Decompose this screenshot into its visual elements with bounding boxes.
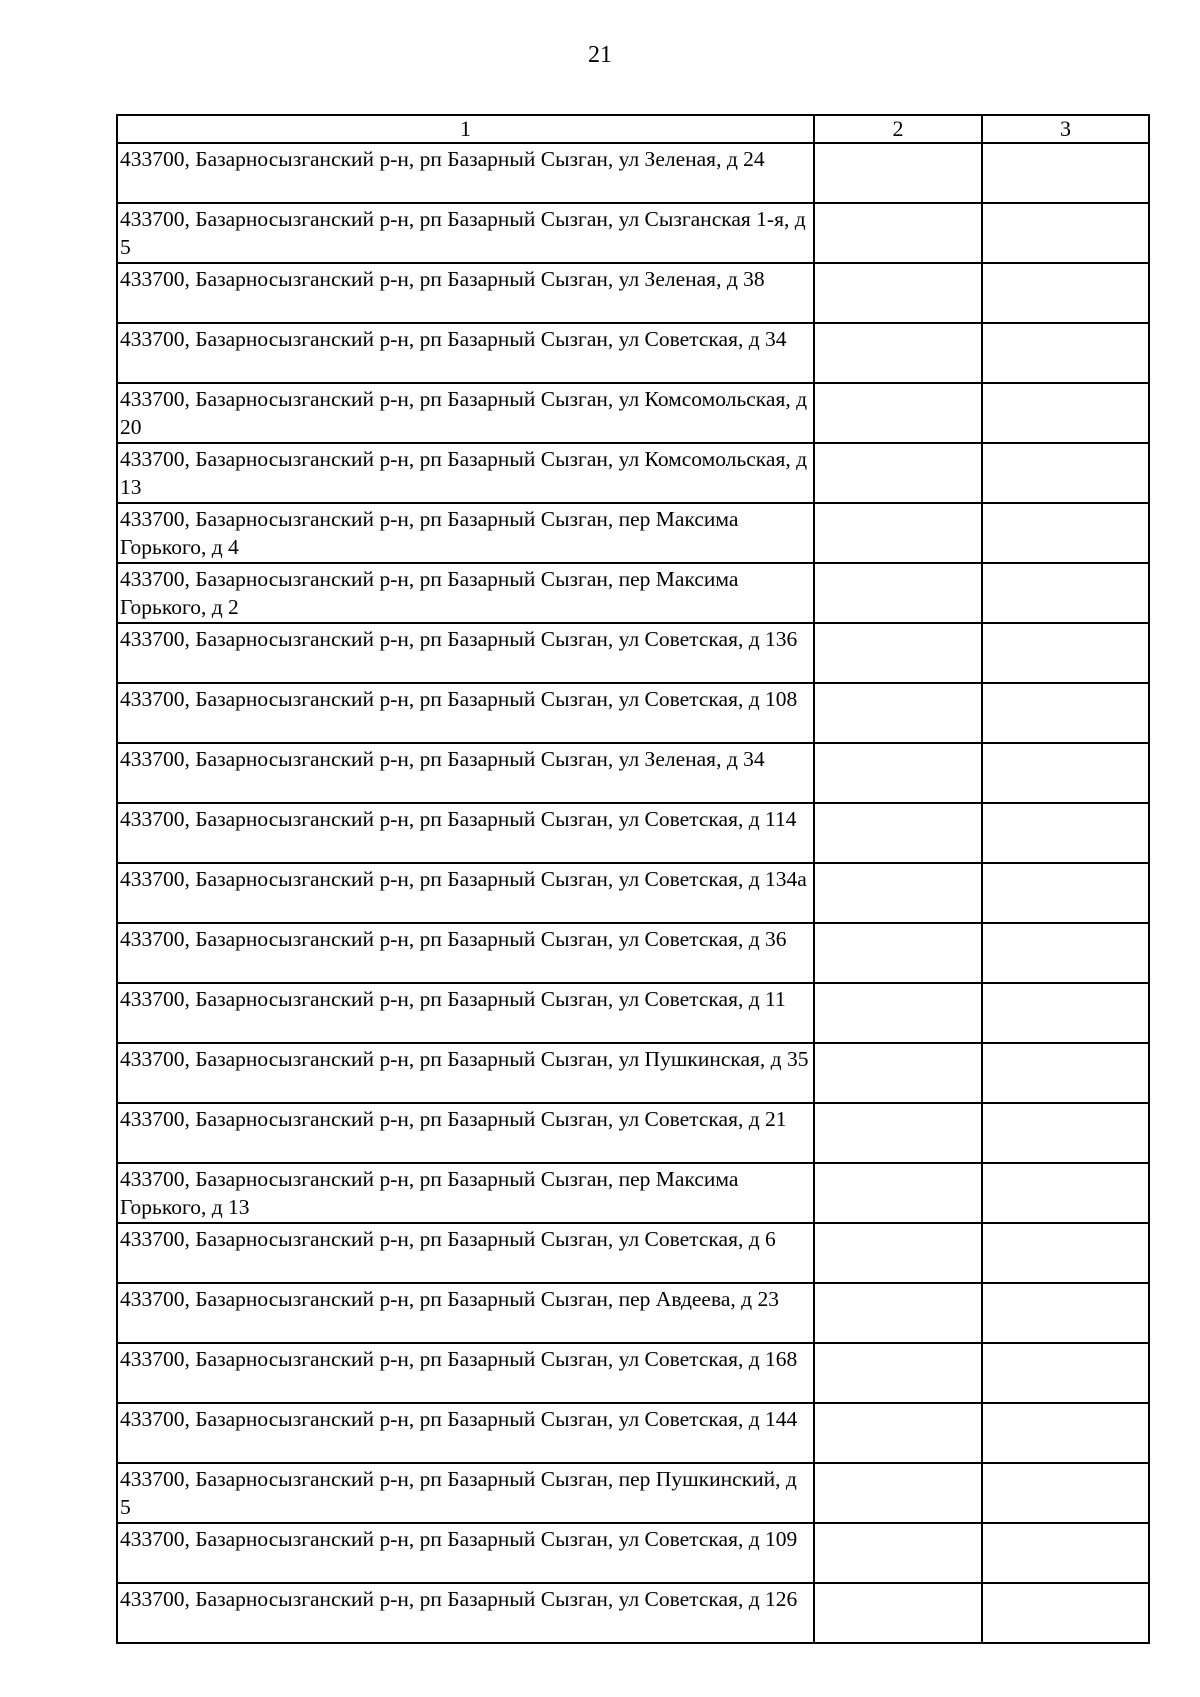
empty-cell-col-2: [814, 263, 982, 323]
empty-cell-col-2: [814, 1463, 982, 1523]
empty-cell-col-2: [814, 683, 982, 743]
table-row: [117, 503, 1149, 563]
table-row: [117, 1403, 1149, 1463]
address-cell: 433700, Базарносызганский р-н, рп Базарный Сызган, пер Максима Горького, д 4: [117, 503, 814, 563]
empty-cell-col-3: [982, 1403, 1149, 1463]
empty-cell-col-3: [982, 1163, 1149, 1223]
address-cell: 433700, Базарносызганский р-н, рп Базарный Сызган, ул Советская, д 36: [117, 923, 814, 983]
empty-cell-col-2: [814, 383, 982, 443]
empty-cell-col-3: [982, 263, 1149, 323]
empty-cell-col-2: [814, 1583, 982, 1643]
table-row: [117, 143, 1149, 203]
empty-cell-col-2: [814, 143, 982, 203]
empty-cell-col-2: [814, 443, 982, 503]
table-row: [117, 1283, 1149, 1343]
address-cell: 433700, Базарносызганский р-н, рп Базарный Сызган, пер Авдеева, д 23: [117, 1283, 814, 1343]
address-table: [116, 114, 1150, 1644]
empty-cell-col-2: [814, 1283, 982, 1343]
empty-cell-col-3: [982, 1463, 1149, 1523]
empty-cell-col-3: [982, 1343, 1149, 1403]
address-cell: 433700, Базарносызганский р-н, рп Базарный Сызган, пер Пушкинский, д 5: [117, 1463, 814, 1523]
table-row: [117, 923, 1149, 983]
address-cell: 433700, Базарносызганский р-н, рп Базарный Сызган, ул Советская, д 134а: [117, 863, 814, 923]
table-row: [117, 323, 1149, 383]
table-row: [117, 1583, 1149, 1643]
table-row: [117, 443, 1149, 503]
empty-cell-col-3: [982, 1523, 1149, 1583]
empty-cell-col-2: [814, 203, 982, 263]
empty-cell-col-3: [982, 563, 1149, 623]
empty-cell-col-2: [814, 863, 982, 923]
column-header-2: 2: [814, 115, 982, 143]
table-row: [117, 803, 1149, 863]
empty-cell-col-3: [982, 443, 1149, 503]
empty-cell-col-3: [982, 383, 1149, 443]
empty-cell-col-2: [814, 803, 982, 863]
address-cell: 433700, Базарносызганский р-н, рп Базарный Сызган, пер Максима Горького, д 13: [117, 1163, 814, 1223]
address-cell: 433700, Базарносызганский р-н, рп Базарный Сызган, ул Советская, д 109: [117, 1523, 814, 1583]
empty-cell-col-3: [982, 863, 1149, 923]
empty-cell-col-3: [982, 743, 1149, 803]
address-cell: 433700, Базарносызганский р-н, рп Базарный Сызган, пер Максима Горького, д 2: [117, 563, 814, 623]
empty-cell-col-2: [814, 1223, 982, 1283]
empty-cell-col-2: [814, 983, 982, 1043]
table-body: [117, 143, 1149, 1643]
address-cell: 433700, Базарносызганский р-н, рп Базарный Сызган, ул Советская, д 21: [117, 1103, 814, 1163]
table-row: [117, 1523, 1149, 1583]
empty-cell-col-3: [982, 683, 1149, 743]
table-row: [117, 983, 1149, 1043]
address-cell: 433700, Базарносызганский р-н, рп Базарный Сызган, ул Советская, д 168: [117, 1343, 814, 1403]
empty-cell-col-2: [814, 563, 982, 623]
empty-cell-col-3: [982, 923, 1149, 983]
address-cell: 433700, Базарносызганский р-н, рп Базарный Сызган, ул Советская, д 11: [117, 983, 814, 1043]
address-cell: 433700, Базарносызганский р-н, рп Базарный Сызган, ул Зеленая, д 24: [117, 143, 814, 203]
empty-cell-col-2: [814, 1163, 982, 1223]
empty-cell-col-2: [814, 503, 982, 563]
table-row: [117, 743, 1149, 803]
address-cell: 433700, Базарносызганский р-н, рп Базарный Сызган, ул Сызганская 1-я, д 5: [117, 203, 814, 263]
table-row: [117, 383, 1149, 443]
empty-cell-col-3: [982, 503, 1149, 563]
empty-cell-col-3: [982, 803, 1149, 863]
table-row: [117, 623, 1149, 683]
empty-cell-col-2: [814, 623, 982, 683]
empty-cell-col-3: [982, 203, 1149, 263]
empty-cell-col-2: [814, 923, 982, 983]
empty-cell-col-2: [814, 743, 982, 803]
table-row: [117, 563, 1149, 623]
table-row: [117, 863, 1149, 923]
table-row: [117, 1103, 1149, 1163]
address-cell: 433700, Базарносызганский р-н, рп Базарный Сызган, ул Советская, д 126: [117, 1583, 814, 1643]
column-header-3: 3: [982, 115, 1149, 143]
table-header-row: [117, 115, 1149, 143]
address-cell: 433700, Базарносызганский р-н, рп Базарный Сызган, ул Советская, д 108: [117, 683, 814, 743]
empty-cell-col-3: [982, 323, 1149, 383]
address-cell: 433700, Базарносызганский р-н, рп Базарный Сызган, ул Советская, д 144: [117, 1403, 814, 1463]
address-cell: 433700, Базарносызганский р-н, рп Базарный Сызган, ул Комсомольская, д 13: [117, 443, 814, 503]
address-cell: 433700, Базарносызганский р-н, рп Базарный Сызган, ул Зеленая, д 38: [117, 263, 814, 323]
page-number: 21: [588, 42, 612, 68]
table-row: [117, 1463, 1149, 1523]
address-cell: 433700, Базарносызганский р-н, рп Базарный Сызган, ул Советская, д 136: [117, 623, 814, 683]
address-cell: 433700, Базарносызганский р-н, рп Базарный Сызган, ул Зеленая, д 34: [117, 743, 814, 803]
empty-cell-col-3: [982, 1283, 1149, 1343]
empty-cell-col-2: [814, 1403, 982, 1463]
empty-cell-col-3: [982, 1583, 1149, 1643]
table-row: [117, 263, 1149, 323]
table-row: [117, 1043, 1149, 1103]
empty-cell-col-3: [982, 143, 1149, 203]
empty-cell-col-3: [982, 623, 1149, 683]
address-cell: 433700, Базарносызганский р-н, рп Базарный Сызган, ул Советская, д 34: [117, 323, 814, 383]
table-row: [117, 203, 1149, 263]
address-cell: 433700, Базарносызганский р-н, рп Базарный Сызган, ул Комсомольская, д 20: [117, 383, 814, 443]
table-row: [117, 683, 1149, 743]
empty-cell-col-3: [982, 1103, 1149, 1163]
empty-cell-col-3: [982, 983, 1149, 1043]
address-cell: 433700, Базарносызганский р-н, рп Базарный Сызган, ул Советская, д 114: [117, 803, 814, 863]
column-header-1: 1: [117, 115, 814, 143]
empty-cell-col-2: [814, 1103, 982, 1163]
empty-cell-col-3: [982, 1223, 1149, 1283]
empty-cell-col-2: [814, 323, 982, 383]
address-cell: 433700, Базарносызганский р-н, рп Базарный Сызган, ул Пушкинская, д 35: [117, 1043, 814, 1103]
table-row: [117, 1223, 1149, 1283]
table-row: [117, 1163, 1149, 1223]
empty-cell-col-3: [982, 1043, 1149, 1103]
empty-cell-col-2: [814, 1523, 982, 1583]
empty-cell-col-2: [814, 1343, 982, 1403]
address-cell: 433700, Базарносызганский р-н, рп Базарный Сызган, ул Советская, д 6: [117, 1223, 814, 1283]
table-row: [117, 1343, 1149, 1403]
empty-cell-col-2: [814, 1043, 982, 1103]
